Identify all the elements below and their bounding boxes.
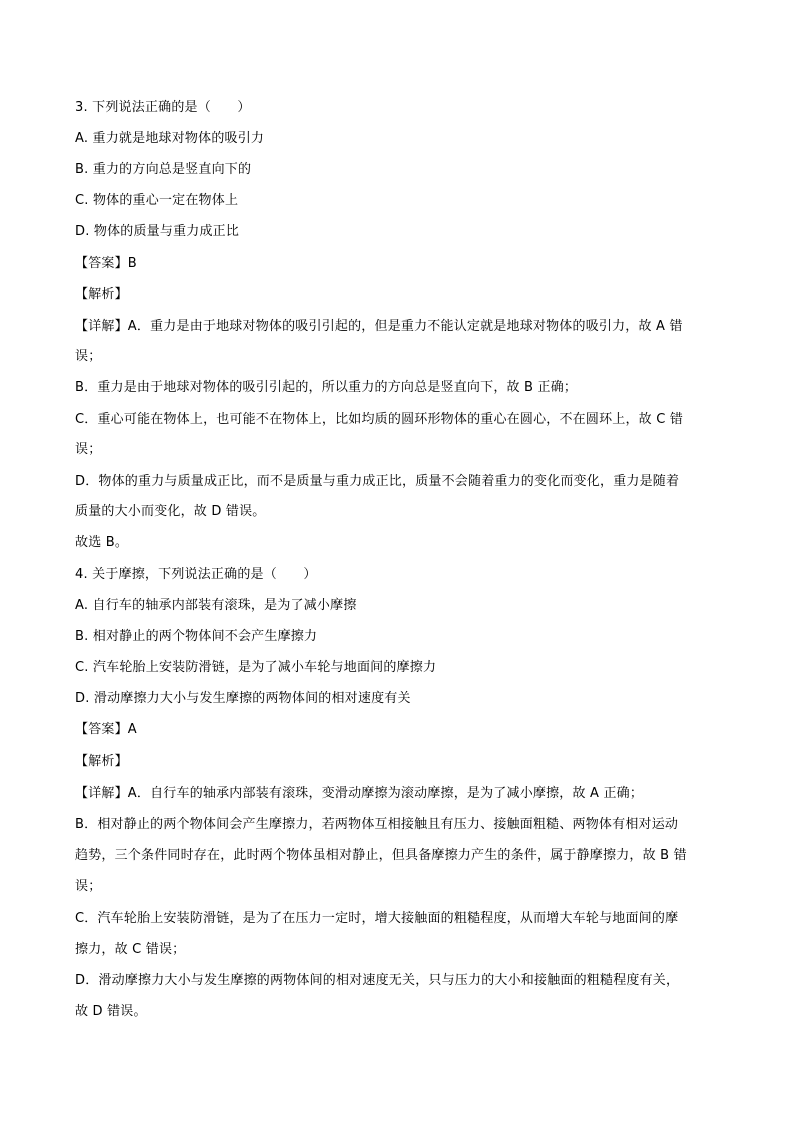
q4-stem: 4. 关于摩擦，下列说法正确的是（ ）: [75, 567, 317, 582]
q3-detail-line: 误；: [75, 349, 102, 364]
q4-detail-line: 【详解】A．自行车的轴承内部装有滚珠，变滑动摩擦为滚动摩擦，是为了减小摩擦，故 A 正确；: [75, 786, 644, 801]
q3-answer: 【答案】B: [75, 256, 137, 271]
q4-option-b: B. 相对静止的两个物体间不会产生摩擦力: [75, 629, 318, 644]
q3-detail-line: 质量的大小而变化，故 D 错误。: [75, 504, 266, 519]
q3-stem: 3. 下列说法正确的是（ ）: [75, 100, 251, 115]
q4-analysis-label: 【解析】: [75, 754, 128, 769]
q4-option-d: D. 滑动摩擦力大小与发生摩擦的两物体间的相对速度有关: [75, 691, 411, 706]
q3-conclusion: 故选 B。: [75, 535, 129, 550]
q3-detail-line: D．物体的重力与质量成正比，而不是质量与重力成正比，质量不会随着重力的变化而变化，重力是随着: [75, 474, 680, 489]
q3-option-a: A. 重力就是地球对物体的吸引力: [75, 131, 265, 146]
q4-detail-line: C．汽车轮胎上安装防滑链，是为了在压力一定时，增大接触面的粗糙程度，从而增大车轮与地面间的摩: [75, 911, 679, 926]
q4-detail-line: 误；: [75, 879, 102, 894]
q4-detail-line: 擦力，故 C 错误；: [75, 942, 186, 957]
q4-detail-line: 故 D 错误。: [75, 1004, 147, 1019]
q3-detail-line: 【详解】A．重力是由于地球对物体的吸引引起的，但是重力不能认定就是地球对物体的吸引力，故 A 错: [75, 319, 683, 334]
q3-option-b: B. 重力的方向总是竖直向下的: [75, 162, 252, 177]
q4-detail-line: D．滑动摩擦力大小与发生摩擦的两物体间的相对速度无关，只与压力的大小和接触面的粗糙程度有关，: [75, 973, 680, 988]
q3-option-d: D. 物体的质量与重力成正比: [75, 224, 240, 239]
q4-detail-line: B．相对静止的两个物体间会产生摩擦力，若两物体互相接触且有压力、接触面粗糙、两物体有相对运动: [75, 817, 679, 832]
q3-detail-line: 误；: [75, 442, 102, 457]
q3-option-c: C. 物体的重心一定在物体上: [75, 193, 239, 208]
q4-detail-line: 趋势，三个条件同时存在，此时两个物体虽相对静止，但具备摩擦力产生的条件，属于静摩擦力，故 B 错: [75, 848, 687, 863]
q4-option-c: C. 汽车轮胎上安装防滑链，是为了减小车轮与地面间的摩擦力: [75, 660, 437, 675]
q4-option-a: A. 自行车的轴承内部装有滚珠，是为了减小摩擦: [75, 598, 357, 613]
q4-answer: 【答案】A: [75, 722, 137, 737]
q3-detail-line: B．重力是由于地球对物体的吸引引起的，所以重力的方向总是竖直向下，故 B 正确；: [75, 380, 578, 395]
q3-detail-line: C．重心可能在物体上，也可能不在物体上，比如均质的圆环形物体的重心在圆心，不在圆环上，故 C 错: [75, 412, 684, 427]
q3-analysis-label: 【解析】: [75, 287, 128, 302]
